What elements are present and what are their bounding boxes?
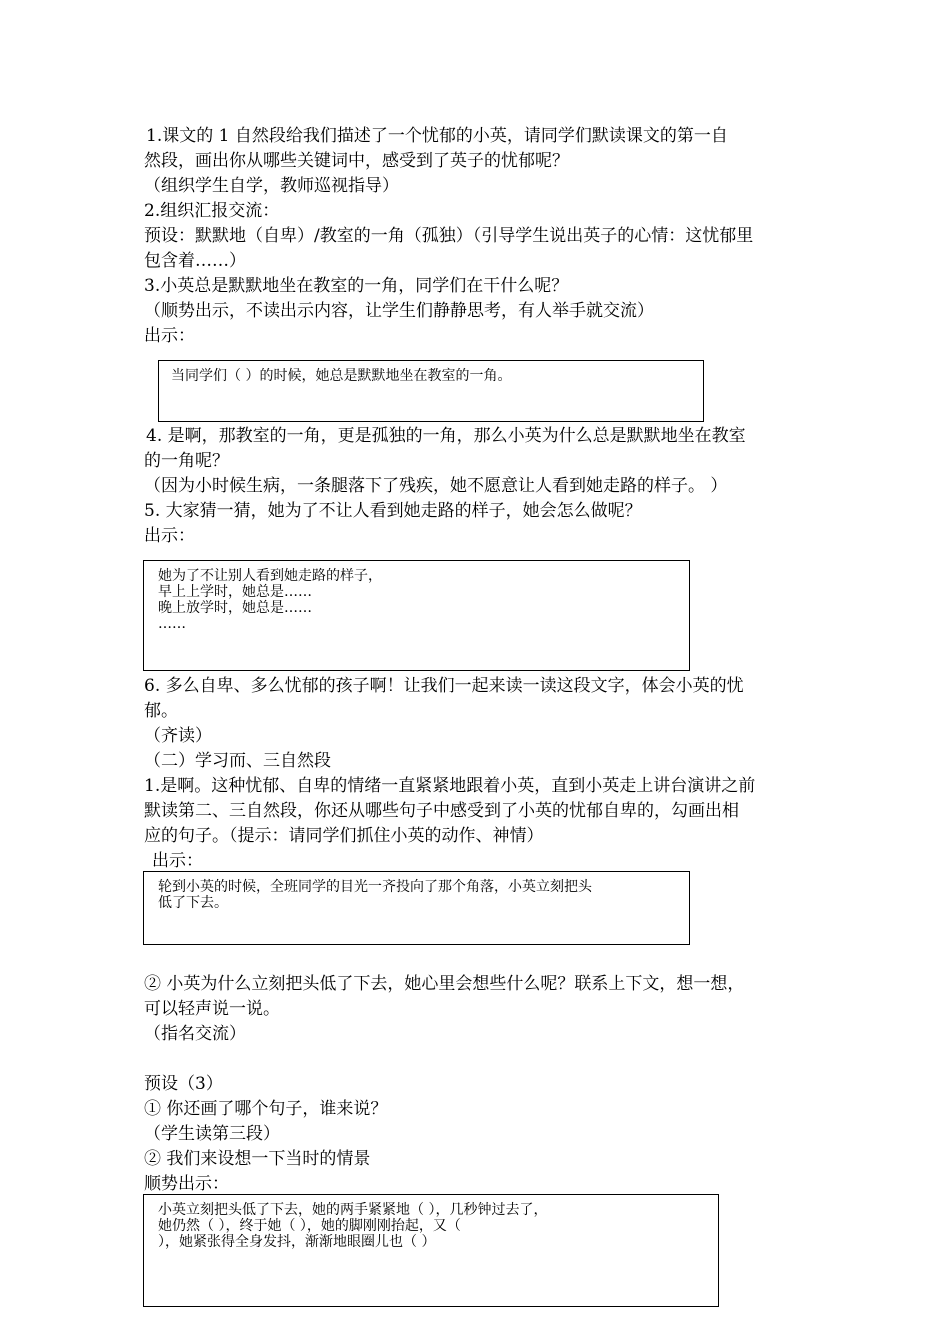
paragraph-line: 顺势出示： [144,1174,229,1194]
display-box-3 [143,871,690,945]
paragraph-line: 出示： [152,851,203,871]
paragraph-line: 2.组织汇报交流： [144,201,280,221]
box-line: 她仍然（ ），终于她（ ），她的脚刚刚抬起，又（ [158,1218,461,1234]
paragraph-line: （因为小时候生病，一条腿落下了残疾，她不愿意让人看到她走路的样子。 ） [144,476,728,496]
paragraph-line: 可以轻声说一说。 [144,999,280,1019]
paragraph-line: 预设（3） [144,1074,223,1094]
paragraph-line: 应的句子。（提示：请同学们抓住小英的动作、神情） [144,826,544,846]
section-heading: （二）学习而、三自然段 [144,751,331,771]
paragraph-line: 包含着……） [144,251,246,271]
paragraph-line: 默读第二、三自然段，你还从哪些句子中感受到了小英的忧郁自卑的，勾画出相 [144,801,739,821]
box-line: 当同学们（ ）的时候，她总是默默地坐在教室的一角。 [171,368,512,384]
paragraph-line: 出示： [144,526,195,546]
paragraph-line: 然段，画出你从哪些关键词中，感受到了英子的忧郁呢？ [144,151,569,171]
box-line: 小英立刻把头低了下去，她的两手紧紧地（ ），几秒钟过去了， [158,1202,548,1218]
paragraph-line: 1.是啊。这种忧郁、自卑的情绪一直紧紧地跟着小英，直到小英走上讲台演讲之前 [144,776,756,796]
box-line: …… [158,616,186,632]
paragraph-line: 出示： [144,326,195,346]
display-box-4 [143,1194,719,1307]
box-line: 轮到小英的时候，全班同学的目光一齐投向了那个角落，小英立刻把头 [158,879,592,895]
box-line: 早上上学时，她总是…… [158,584,312,600]
paragraph-line: 6. 多么自卑、多么忧郁的孩子啊！让我们一起来读一读这段文字，体会小英的忧 [144,676,744,696]
box-line: 晚上放学时，她总是…… [158,600,312,616]
display-box-2 [143,560,690,671]
paragraph-line: 预设：默默地（自卑）/教室的一角（孤独）（引导学生说出英子的心情：这忧郁里 [144,226,754,246]
paragraph-line: ② 我们来设想一下当时的情景 [144,1149,371,1169]
paragraph-line: ② 小英为什么立刻把头低了下去，她心里会想些什么呢？联系上下文，想一想， [144,974,745,994]
paragraph-line: 郁。 [144,701,178,721]
paragraph-line: （学生读第三段） [144,1124,280,1144]
paragraph-line: （指名交流） [144,1024,246,1044]
box-line: 她为了不让别人看到她走路的样子， [158,568,382,584]
paragraph-line: 1.课文的 1 自然段给我们描述了一个忧郁的小英，请同学们默读课文的第一自 [146,126,728,146]
paragraph-line: 5. 大家猜一猜，她为了不让人看到她走路的样子，她会怎么做呢？ [144,501,642,521]
paragraph-line: （顺势出示，不读出示内容，让学生们静静思考，有人举手就交流） [144,301,654,321]
box-line: 低了下去。 [158,895,228,911]
paragraph-line: ① 你还画了哪个句子，谁来说？ [144,1099,388,1119]
display-box-1 [158,360,704,422]
paragraph-line: （组织学生自学，教师巡视指导） [144,176,399,196]
paragraph-line: （齐读） [144,726,212,746]
paragraph-line: 的一角呢？ [144,451,229,471]
paragraph-line: 4. 是啊，那教室的一角，更是孤独的一角，那么小英为什么总是默默地坐在教室 [146,426,746,446]
box-line: ），她紧张得全身发抖，渐渐地眼圈儿也（ ） [158,1234,436,1250]
paragraph-line: 3.小英总是默默地坐在教室的一角，同学们在干什么呢？ [144,276,569,296]
